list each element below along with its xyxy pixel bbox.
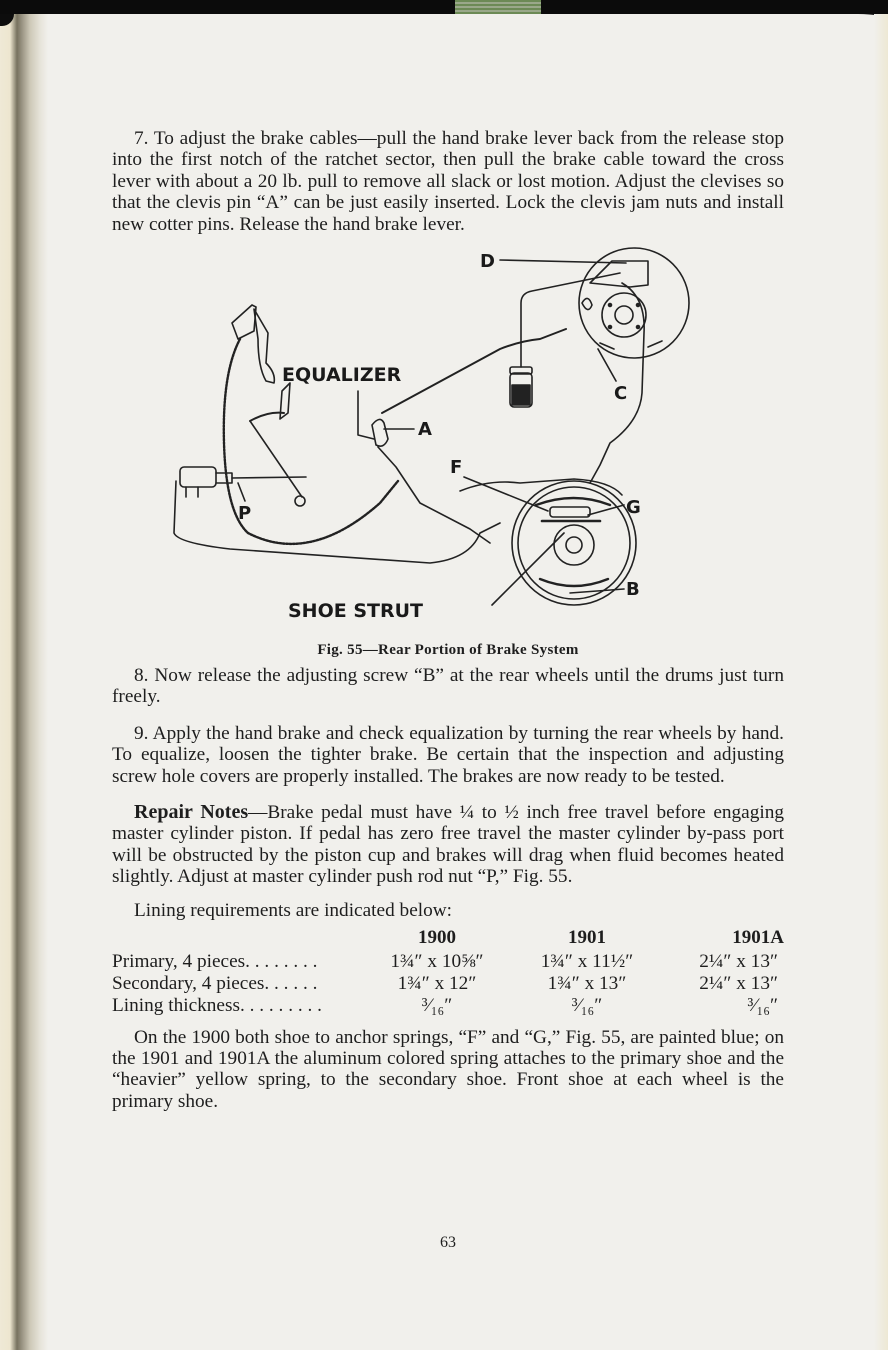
step-9-paragraph: 9. Apply the hand brake and check equalization by turning the rear wheels by hand. To equalize, loosen the tighter brake. Be certain that the inspection and adjusting screw hole covers are properly installed. The brakes are now ready to be tested. — [112, 722, 784, 787]
cell-1900: 1¾″ x 12″ — [397, 972, 477, 994]
label-p: P — [238, 503, 252, 525]
repair-notes-paragraph — [112, 802, 784, 888]
cell-1901: 1¾″ x 11½″ — [540, 950, 634, 972]
page-number: 63 — [440, 1234, 456, 1251]
table-header-1901: 1901 — [568, 927, 606, 949]
label-f: F — [450, 457, 463, 479]
label-equalizer: EQUALIZER — [282, 364, 402, 387]
repair-notes-body: —Brake pedal must have ¼ to ½ inch free travel before engaging master cylinder piston. If pedal has zero free travel the master cylinder by-pass port will be obstructed by the piston cup and brakes will drag when fluid becomes heated slightly. Adjust at master cylinder push rod nut “P,” Fig. 55. — [112, 802, 785, 888]
cell-1901a: 2¼″ x 13″ — [699, 972, 778, 994]
label-g: G — [626, 497, 641, 519]
figure-55 — [112, 243, 784, 665]
cell-1900: ³⁄₁₆″ — [421, 994, 453, 1016]
step-7-paragraph: 7. To adjust the brake cables—pull the hand brake lever back from the release stop into the first notch of the ratchet sector, then pull the brake cable toward the cross lever with about a 20 lb. pull to remove all slack or lost motion. Adjust the clevises so that the clevis pin “A” can be just easily inserted. Lock the clevis jam nuts and install new cotter pins. Release the hand brake lever. — [112, 128, 784, 235]
book-binding-shadow — [0, 14, 48, 1350]
brake-drum-drawing — [460, 479, 636, 605]
repair-notes-heading: Repair Notes — [134, 801, 249, 824]
table-header-blank — [112, 927, 362, 950]
label-d: D — [480, 251, 495, 273]
master-cylinder-drawing — [174, 467, 500, 563]
row-label: Lining thickness. . . . . . . . . — [112, 994, 322, 1016]
row-label: Primary, 4 pieces. . . . . . . . — [112, 950, 318, 972]
lining-intro: Lining requirements are indicated below: — [134, 899, 453, 921]
cell-1901: 1¾″ x 13″ — [547, 972, 627, 994]
table-row — [112, 995, 784, 1017]
cell-1901a: 2¼″ x 13″ — [699, 950, 778, 972]
cell-1901: ³⁄₁₆″ — [571, 994, 603, 1016]
brake-pedal-drawing — [232, 305, 305, 506]
page-content — [112, 128, 784, 1112]
cell-1901a: ³⁄₁₆″ — [747, 994, 778, 1016]
page-right-edge — [874, 14, 888, 1350]
label-c: C — [614, 383, 628, 405]
row-label: Secondary, 4 pieces. . . . . . — [112, 972, 318, 994]
label-b: B — [626, 579, 640, 601]
table-header-row — [112, 927, 784, 950]
table-header-1900: 1900 — [418, 927, 456, 949]
label-a: A — [418, 419, 432, 441]
label-shoe-strut: SHOE STRUT — [288, 600, 423, 623]
cell-1900: 1¾″ x 10⅝″ — [390, 950, 484, 972]
backing-plate-drawing — [579, 248, 689, 358]
brake-system-diagram — [170, 243, 730, 643]
lining-requirements-table — [112, 927, 784, 1016]
springs-note-paragraph: On the 1900 both shoe to anchor springs, “F” and “G,” Fig. 55, are painted blue; on the 1901 and 1901A the aluminum colored spring attaches to the primary shoe and the “heavier” yellow spring, to the secondary shoe. Front shoe at each wheel is the primary shoe. — [112, 1026, 784, 1112]
table-row — [112, 951, 784, 973]
figure-caption: Fig. 55—Rear Portion of Brake System — [317, 642, 579, 659]
fluid-reservoir-drawing — [510, 273, 620, 407]
table-header-1901a: 1901A — [732, 927, 784, 949]
table-row — [112, 973, 784, 995]
step-8-paragraph: 8. Now release the adjusting screw “B” at the rear wheels until the drums just turn freely. — [112, 665, 784, 708]
